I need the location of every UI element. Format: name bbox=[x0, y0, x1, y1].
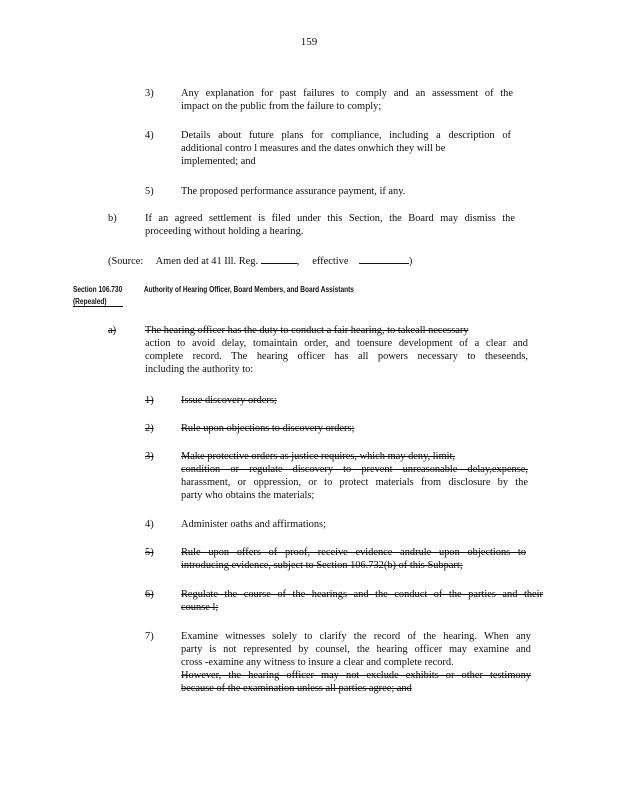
sub-item-6-text bbox=[181, 588, 543, 614]
section-heading bbox=[73, 284, 549, 295]
item-3-text bbox=[181, 87, 513, 113]
text-line: harassment, or oppression, or to protect materials from disclosure by the bbox=[181, 477, 528, 488]
section-title: Authority of Hearing Officer, Board Members, and Board Assistants bbox=[143, 285, 354, 294]
text-line: implemented; and bbox=[181, 156, 256, 167]
text-line: additional contro l measures and the dates onwhich they will be bbox=[181, 143, 446, 154]
text-line: Examine witnesses solely to clarify the record of the hearing. When any bbox=[181, 631, 531, 642]
sub-item-4-text bbox=[181, 518, 381, 531]
struck-line: because of the examination unless all parties agree; and bbox=[181, 683, 412, 694]
sub-item-3-text bbox=[181, 450, 528, 502]
struck-line: introducing evidence, subject to Section 106.732(b) of this Subpart; bbox=[181, 560, 463, 571]
struck-line: counse l; bbox=[181, 602, 219, 613]
text-line: proceeding without holding a hearing. bbox=[145, 226, 304, 237]
blank-line bbox=[359, 254, 409, 264]
struck-line: The hearing officer has the duty to conduct a fair hearing, to takeall necessary bbox=[145, 325, 469, 336]
text-line: Administer oaths and affirmations; bbox=[181, 519, 326, 530]
sub-label-7: 7) bbox=[145, 631, 154, 642]
section-repealed: (Repealed) bbox=[73, 297, 123, 307]
text-line: If an agreed settlement is filed under this Section, the Board may dismiss the bbox=[145, 213, 515, 224]
text-line: party who obtains the materials; bbox=[181, 490, 315, 501]
text-line: complete record. The hearing officer has all powers necessary to theseends, bbox=[145, 351, 528, 362]
section-number: Section 106.730 bbox=[73, 285, 123, 294]
text-line: impact on the public from the failure to comply; bbox=[181, 101, 382, 112]
text-line: The proposed performance assurance payment, if any. bbox=[181, 186, 406, 197]
text-line: cross -examine any witness to insure a clear and complete record. bbox=[181, 657, 454, 668]
sub-item-2-text bbox=[181, 422, 421, 435]
sub-item-1-text bbox=[181, 394, 381, 407]
item-label-3: 3) bbox=[145, 88, 154, 99]
blank-line bbox=[261, 254, 297, 264]
sub-label-6: 6) bbox=[145, 589, 154, 600]
item-label-b: b) bbox=[108, 213, 117, 224]
struck-line: Make protective orders as justice requires, which may deny, limit, bbox=[181, 451, 456, 462]
text-line: Any explanation for past failures to comply and an assessment of the bbox=[181, 88, 513, 99]
struck-line: Issue discovery orders; bbox=[181, 395, 277, 406]
struck-line: condition or regulate discovery to prevent unreasonable delay,expense, bbox=[181, 464, 528, 475]
sub-label-1: 1) bbox=[145, 395, 154, 406]
source-prefix: (Source: bbox=[108, 256, 144, 267]
item-4-text bbox=[181, 129, 511, 168]
struck-line: Regulate the course of the hearings and the conduct of the parties and their bbox=[181, 589, 543, 600]
text-line: Details about future plans for compliance, including a description of bbox=[181, 130, 511, 141]
item-label-4: 4) bbox=[145, 130, 154, 141]
source-comma: , bbox=[296, 256, 300, 267]
item-label-5: 5) bbox=[145, 186, 154, 197]
sub-label-3: 3) bbox=[145, 451, 154, 462]
text-line: including the authority to: bbox=[145, 364, 254, 375]
text-line: action to avoid delay, tomaintain order, and toensure development of a clear and bbox=[145, 338, 528, 349]
source-text: Amen ded at 41 Ill. Reg. bbox=[155, 256, 259, 267]
section-repealed-line bbox=[73, 296, 123, 307]
sub-label-4: 4) bbox=[145, 519, 154, 530]
item-b-text bbox=[145, 212, 515, 238]
source-note bbox=[108, 254, 412, 268]
text-line: party is not represented by counsel, the hearing officer may examine and bbox=[181, 644, 531, 655]
struck-line: However, the hearing officer may not exclude exhibits or other testimony bbox=[181, 670, 531, 681]
sub-item-5-text bbox=[181, 546, 526, 572]
sub-item-7-text bbox=[181, 630, 531, 695]
struck-line: Rule upon objections to discovery orders; bbox=[181, 423, 355, 434]
struck-line: Rule upon offers of proof, receive evidence andrule upon objections to bbox=[181, 547, 526, 558]
item-5-text bbox=[181, 185, 481, 198]
item-label-a: a) bbox=[108, 325, 117, 336]
source-effective: effective bbox=[312, 256, 349, 267]
source-close: ) bbox=[408, 256, 413, 267]
sub-label-2: 2) bbox=[145, 423, 154, 434]
page-number: 159 bbox=[300, 36, 318, 48]
sub-label-5: 5) bbox=[145, 547, 154, 558]
item-a-text bbox=[145, 324, 528, 376]
